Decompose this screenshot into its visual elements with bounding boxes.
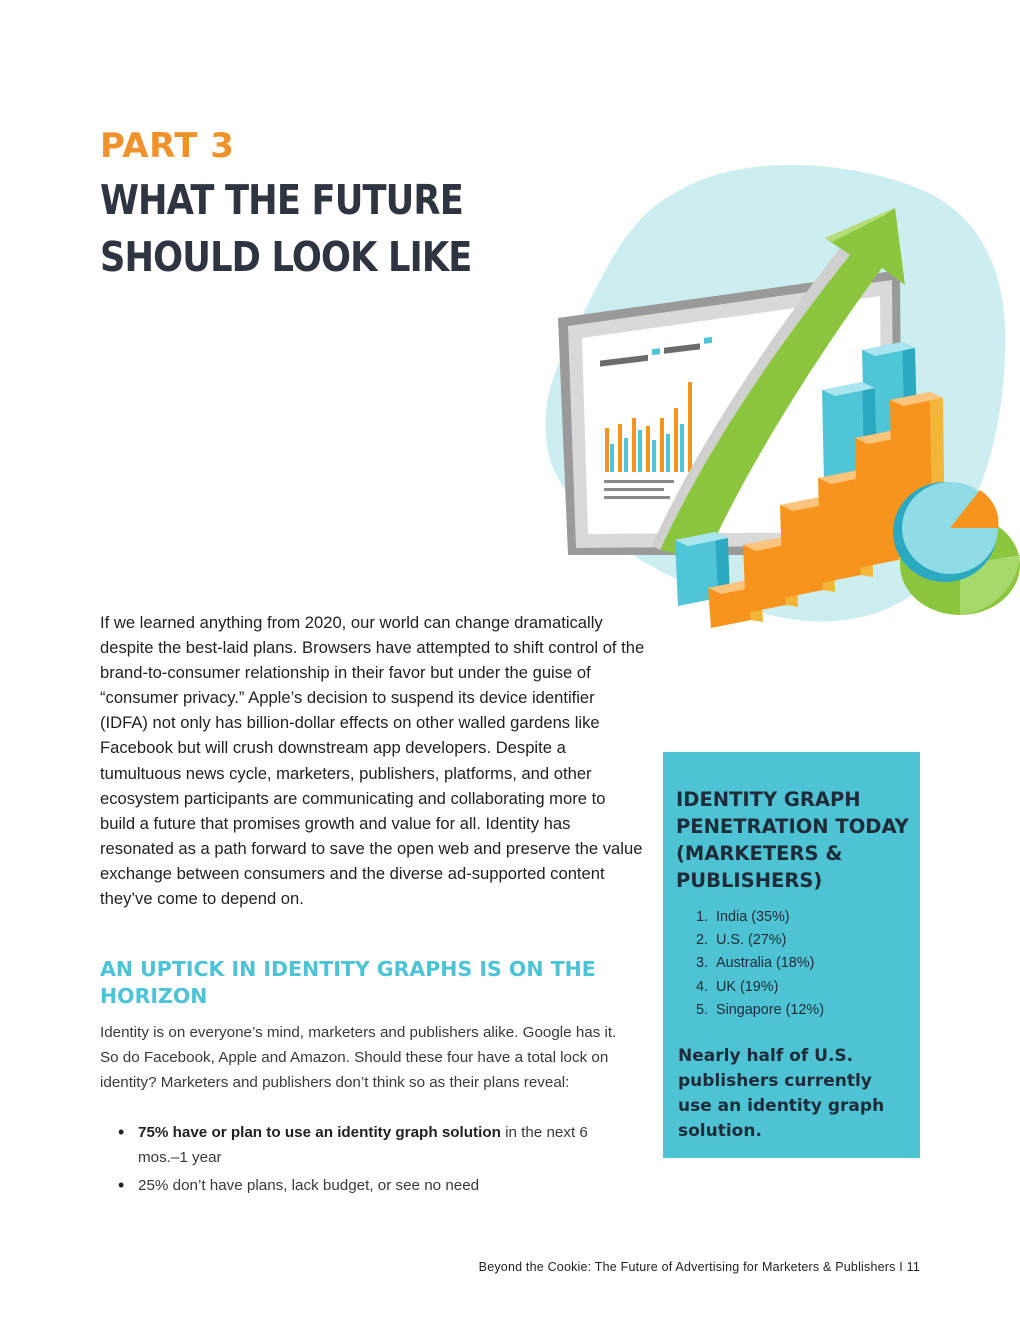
sidebar-callout: Nearly half of U.S. publishers currently use an identity graph solution. [678, 1046, 885, 1142]
plans-list [118, 1120, 618, 1198]
section-body: Identity is on everyone’s mind, marketers and publishers alike. Google has it. So do Facebook, Apple and Amazon. Should these four have a total lock on identity? Marketers and publishers don’t think so as their plans reveal: [100, 1024, 617, 1091]
country-rank-list [676, 906, 910, 1022]
part-label: PART 3 [100, 126, 235, 166]
pie-chart-icon [893, 482, 1020, 615]
growth-chart-illustration [540, 160, 1020, 630]
list-item: 2. U.S. (27%) [696, 932, 787, 949]
list-item: 4. UK (19%) [696, 978, 779, 995]
sidebar-title: IDENTITY GRAPH PENETRATION TODAY (MARKETERS & PUBLISHERS) [676, 788, 909, 892]
section-heading: AN UPTICK IN IDENTITY GRAPHS IS ON THE HORIZON [100, 957, 596, 1008]
page-footer: Beyond the Cookie: The Future of Advertising for Marketers & Publishers I 11 [478, 1260, 920, 1274]
list-item: • 75% have or plan to use an identity graph solution in the next 6 mos.–1 year [118, 1120, 618, 1170]
page-title: WHAT THE FUTURE SHOULD LOOK LIKE [100, 176, 472, 281]
intro-paragraph: If we learned anything from 2020, our world can change dramatically despite the best-laid plans. Browsers have attempted to shift control of the brand-to-consumer relationship in their favor but under the guise of “consumer privacy.” Apple’s decision to suspend its device identifier (IDFA) not only has billion-dollar effects on other walled gardens like Facebook but will crush downstream app developers. Despite a tumultuous news cycle, marketers, publishers, platforms, and other ecosystem participants are communicating and collaborating more to build a future that promises growth and value for all. Identity has resonated as a path forward to save the open web and preserve the value exchange between consumers and the diverse ad-supported content they’ve come to depend on. [100, 613, 645, 909]
list-item: 1. India (35%) [696, 909, 790, 925]
list-item: • 25% don’t have plans, lack budget, or see no need [118, 1173, 618, 1198]
list-item: 3. Australia (18%) [696, 955, 815, 972]
list-item: 5. Singapore (12%) [696, 1001, 824, 1018]
stats-sidebar [663, 752, 920, 1158]
